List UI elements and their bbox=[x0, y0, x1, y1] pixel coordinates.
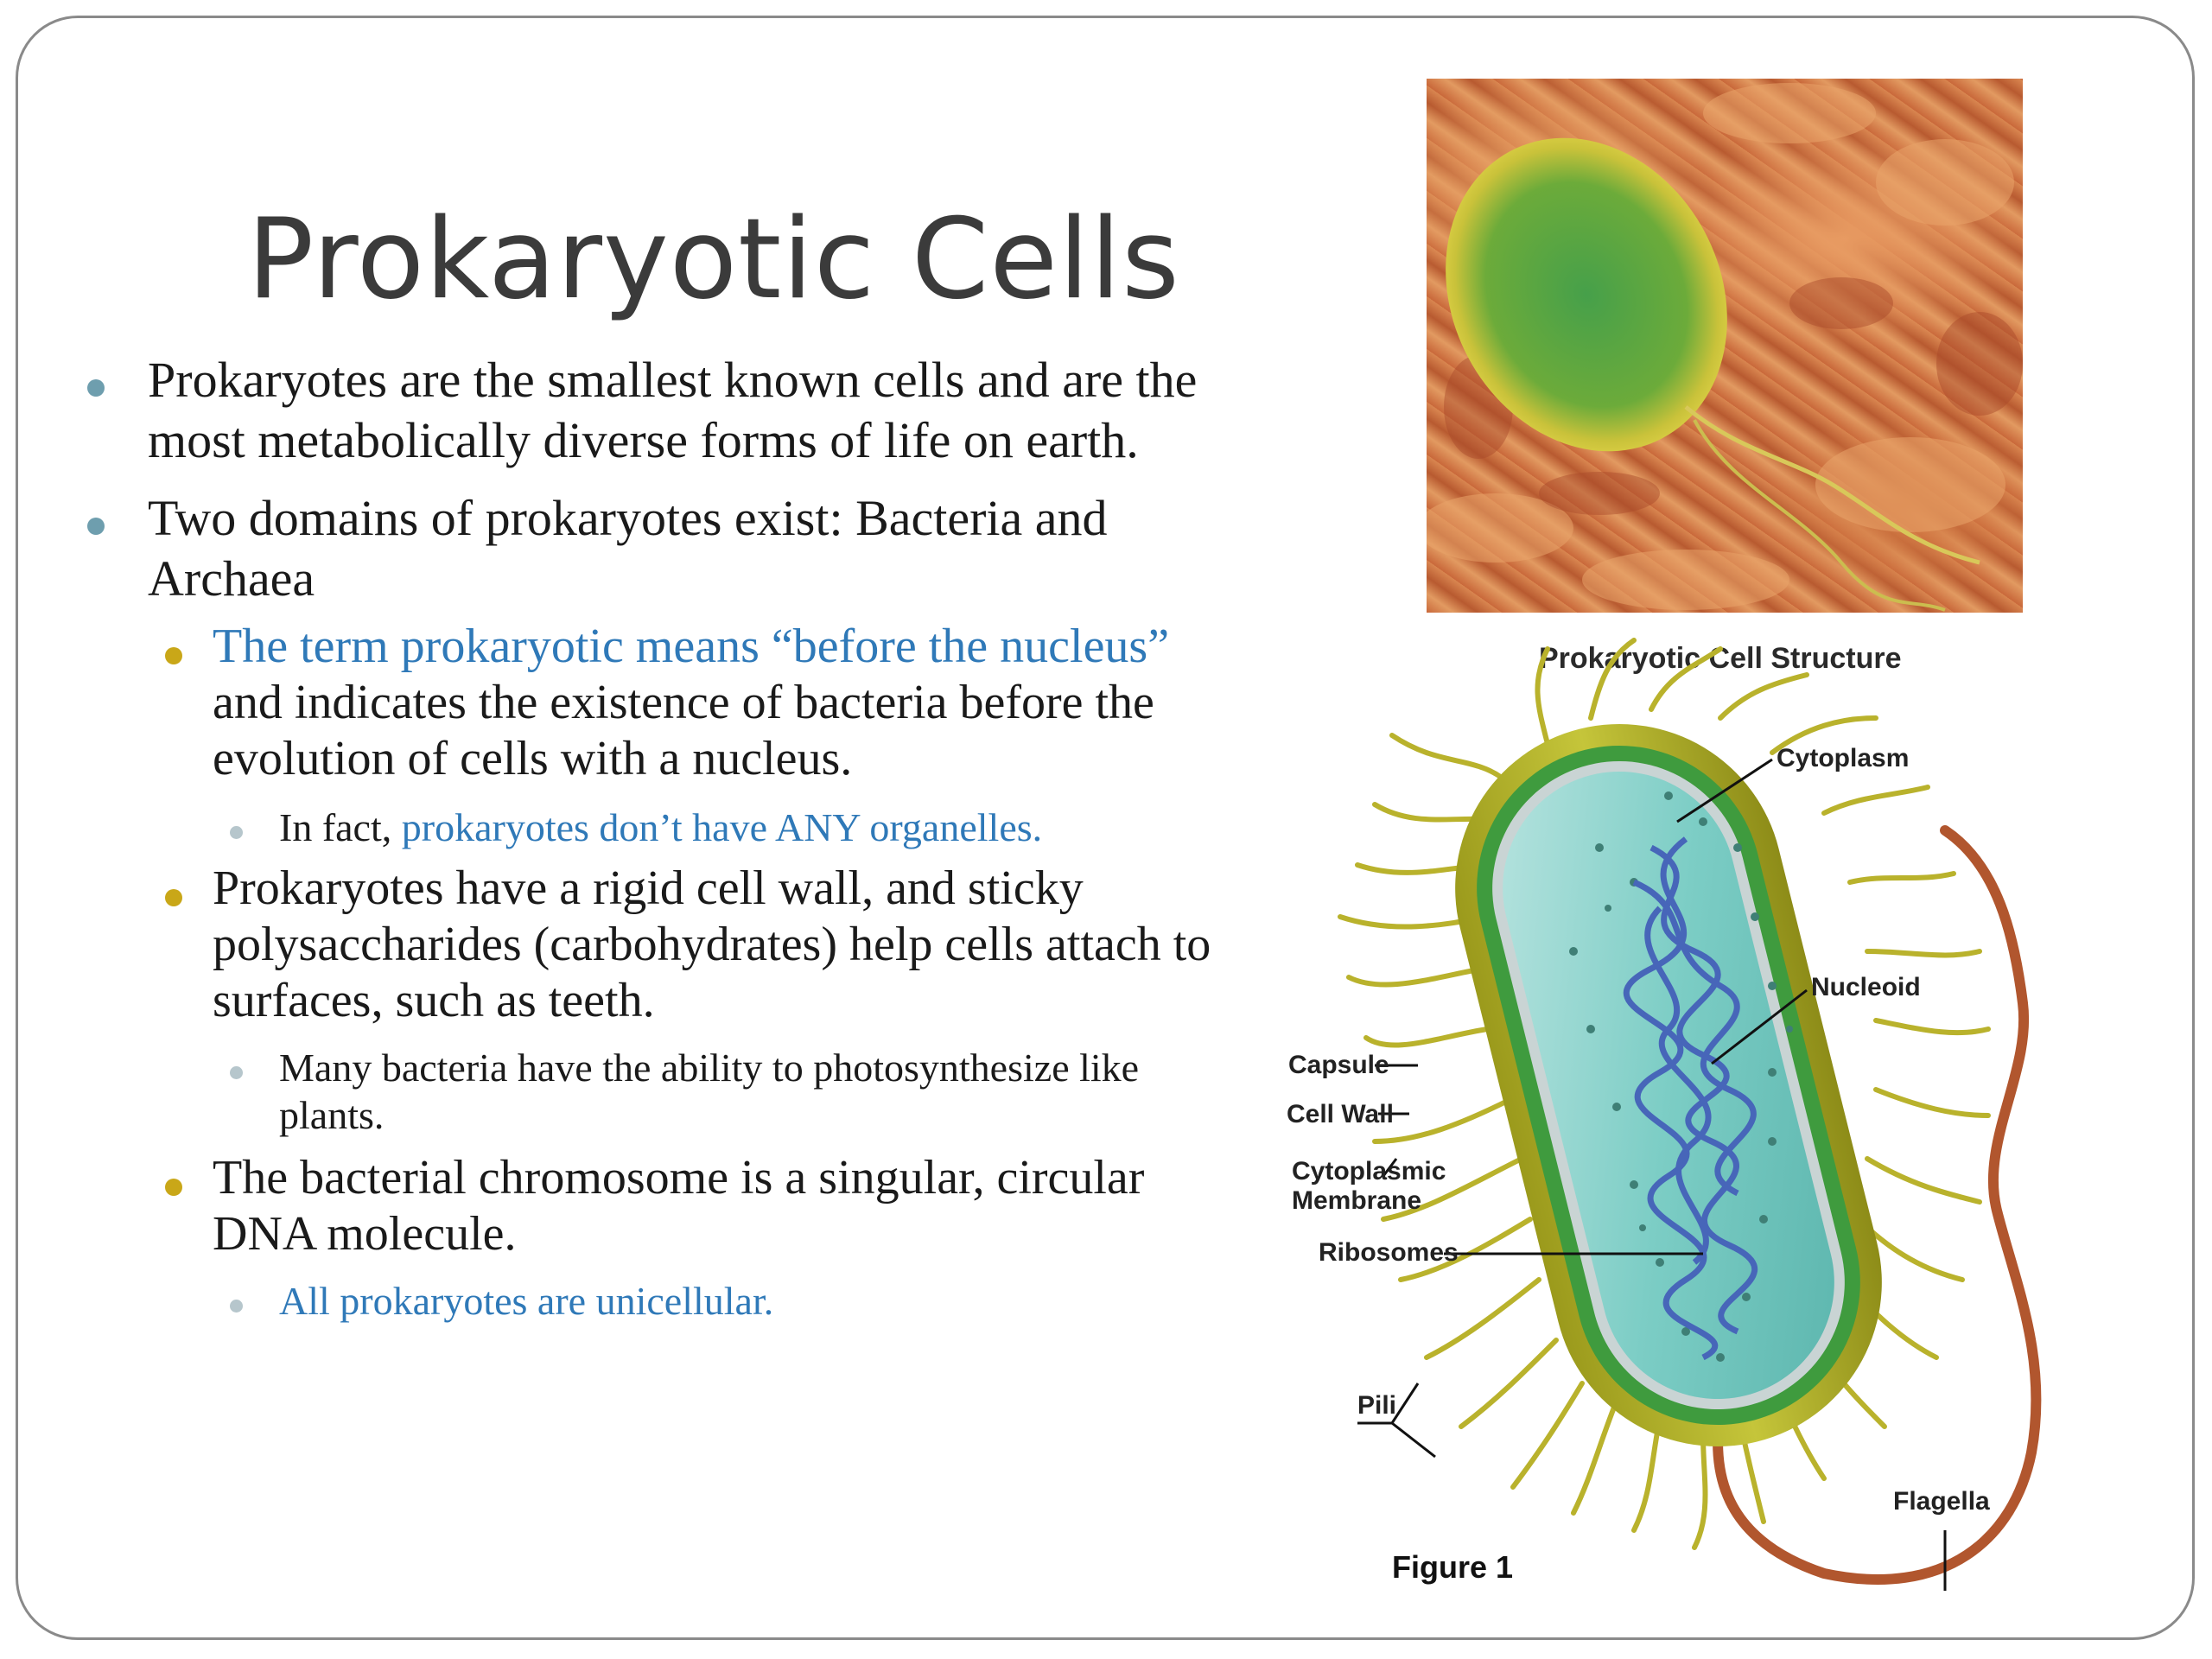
bullet-2-line-1: Two domains of prokaryotes exist: Bacteria and bbox=[148, 490, 1108, 546]
label-capsule: Capsule bbox=[1288, 1051, 1389, 1079]
unicellular-detail: All prokaryotes are unicellular. bbox=[279, 1279, 774, 1323]
label-cytoplasm: Cytoplasm bbox=[1777, 744, 1910, 772]
figure-caption: Figure 1 bbox=[1392, 1549, 1514, 1585]
cell-structure-diagram bbox=[1288, 623, 2152, 1591]
bacterium-photo-svg bbox=[1427, 79, 2023, 613]
detail-bullet-dot bbox=[230, 1300, 243, 1313]
photosynthesis-line-1: Many bacteria have the ability to photosynthesize like bbox=[279, 1046, 1140, 1090]
term-highlight: The term prokaryotic means “before the nucleus” bbox=[213, 620, 1170, 673]
sub-bullet-dot bbox=[165, 1179, 182, 1196]
organelles-prefix: In fact, bbox=[279, 805, 402, 849]
label-ribosomes: Ribosomes bbox=[1319, 1238, 1459, 1267]
sub-bullet-dot bbox=[165, 647, 182, 664]
organelles-detail bbox=[279, 804, 1042, 850]
wall-line-1: Prokaryotes have a rigid cell wall, and sticky bbox=[213, 861, 1084, 915]
page-title: Prokaryotic Cells bbox=[247, 195, 1180, 324]
term-line-2: evolution of cells with a nucleus. bbox=[213, 732, 853, 785]
label-membrane: Membrane bbox=[1292, 1186, 1422, 1215]
bacterium-photo bbox=[1427, 79, 2023, 613]
bullet-1-line-2: most metabolically diverse forms of life on earth. bbox=[148, 412, 1139, 468]
label-flagella: Flagella bbox=[1893, 1487, 1990, 1516]
label-cytoplasmic: Cytoplasmic bbox=[1292, 1157, 1446, 1185]
photosynthesis-line-2: plants. bbox=[279, 1093, 385, 1137]
label-nucleoid: Nucleoid bbox=[1811, 973, 1921, 1001]
bullet-1-line-1: Prokaryotes are the smallest known cells and are the bbox=[148, 352, 1198, 408]
slide-body bbox=[18, 18, 1314, 1401]
detail-bullet-dot bbox=[230, 826, 243, 839]
chromosome-line-2: DNA molecule. bbox=[213, 1207, 517, 1261]
chromosome-line-1: The bacterial chromosome is a singular, circular bbox=[213, 1151, 1145, 1205]
sub-bullet-dot bbox=[165, 889, 182, 906]
cell-illustration bbox=[1288, 623, 2152, 1591]
label-cell-wall: Cell Wall bbox=[1287, 1100, 1394, 1128]
label-pili: Pili bbox=[1357, 1391, 1397, 1420]
bullet-dot bbox=[87, 379, 105, 397]
wall-line-2: polysaccharides (carbohydrates) help cells attach to bbox=[213, 918, 1211, 971]
diagram-title: Prokaryotic Cell Structure bbox=[1539, 642, 1902, 675]
detail-bullet-dot bbox=[230, 1066, 243, 1079]
slide-frame bbox=[16, 16, 2195, 1640]
bullet-2-line-2: Archaea bbox=[148, 550, 315, 607]
wall-line-3: surfaces, such as teeth. bbox=[213, 974, 655, 1027]
term-line-1: and indicates the existence of bacteria before the bbox=[213, 676, 1154, 729]
bullet-dot bbox=[87, 518, 105, 535]
organelles-highlight: prokaryotes don’t have ANY organelles. bbox=[401, 805, 1043, 849]
